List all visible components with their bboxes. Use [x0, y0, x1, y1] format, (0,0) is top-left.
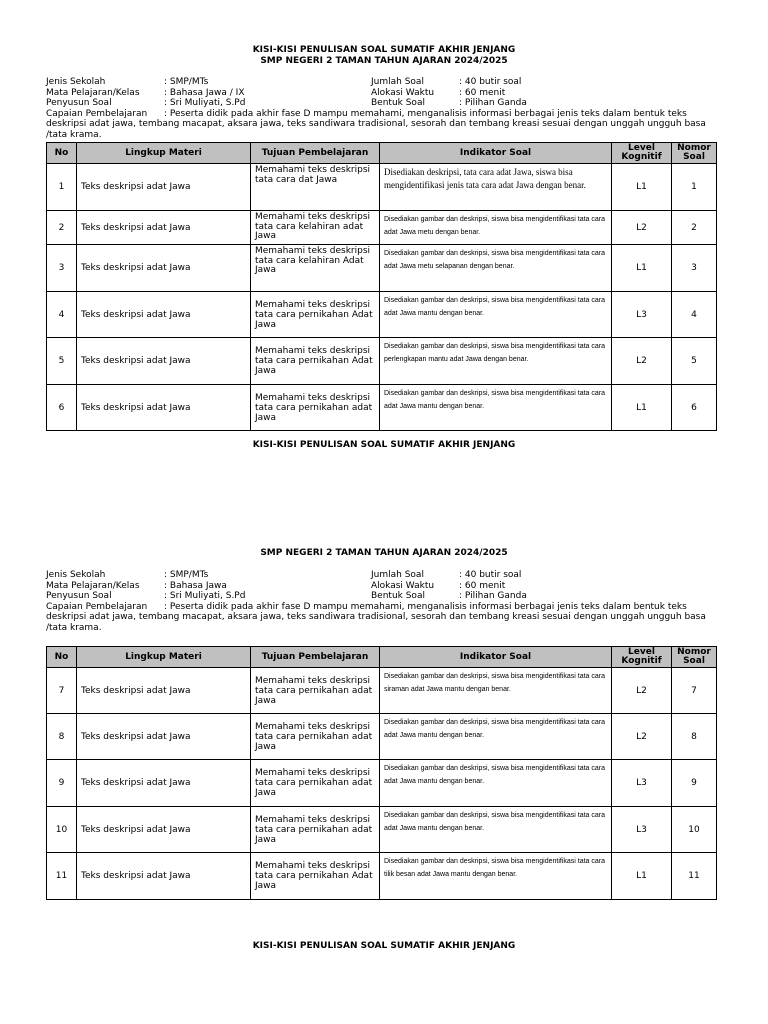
table-header-row [47, 647, 717, 668]
row-no: 2 [47, 211, 77, 245]
row-lingkup: Teks deskripsi adat Jawa [77, 211, 251, 245]
row-nomor: 10 [672, 807, 717, 853]
row-lingkup: Teks deskripsi adat Jawa [77, 853, 251, 900]
row-tujuan: Memahami teks deskripsi tata cara kelahiran Adat Jawa [251, 245, 380, 292]
row-nomor: 2 [672, 211, 717, 245]
row-nomor: 6 [672, 385, 717, 431]
jenis-sekolah-label: Jenis Sekolah [46, 77, 106, 87]
row-lingkup: Teks deskripsi adat Jawa [77, 668, 251, 714]
header-level-kognitif: Level Kognitif [612, 143, 672, 164]
table-row [47, 853, 717, 900]
row-tujuan: Memahami teks deskripsi tata cara dat Jawa [251, 164, 380, 211]
row-no: 3 [47, 245, 77, 292]
table-row [47, 668, 717, 714]
header-tujuan-pembelajaran: Tujuan Pembelajaran [251, 143, 380, 164]
jumlah-soal-label: Jumlah Soal [371, 570, 424, 580]
jenis-sekolah-value: : SMP/MTs [164, 570, 209, 580]
jenis-sekolah-value: : SMP/MTs [164, 77, 209, 87]
row-tujuan: Memahami teks deskripsi tata cara pernikahan adat Jawa [251, 714, 380, 760]
info-block-1 [46, 77, 718, 140]
row-level: L3 [612, 292, 672, 338]
row-indikator: Disediakan deskripsi, tata cara adat Jawa, siswa bisa mengidentifikasi jenis tata cara adat Jawa dengan benar. [380, 164, 612, 211]
row-nomor: 3 [672, 245, 717, 292]
row-no: 11 [47, 853, 77, 900]
row-nomor: 5 [672, 338, 717, 385]
row-no: 9 [47, 760, 77, 807]
document-title: KISI-KISI PENULISAN SOAL SUMATIF AKHIR JENJANG [252, 45, 516, 55]
info-block-2 [46, 570, 718, 633]
row-tujuan: Memahami teks deskripsi tata cara pernikahan adat Jawa [251, 807, 380, 853]
capaian-label: Capaian Pembelajaran [46, 108, 148, 119]
bentuk-soal-value: : Pilihan Ganda [459, 98, 527, 108]
mapel-label: Mata Pelajaran/Kelas [46, 87, 140, 98]
mapel-value: : Bahasa Jawa [164, 580, 227, 591]
alokasi-waktu-label: Alokasi Waktu [371, 580, 435, 591]
bentuk-soal-value: : Pilihan Ganda [459, 591, 527, 601]
row-tujuan: Memahami teks deskripsi tata cara pernikahan adat Jawa [251, 760, 380, 807]
jenis-sekolah-label: Jenis Sekolah [46, 570, 106, 580]
capaian-pembelajaran [46, 109, 718, 141]
jumlah-soal-value: : 40 butir soal [459, 570, 522, 580]
header-nomor-soal: Nomor Soal [672, 143, 717, 164]
row-tujuan: Memahami teks deskripsi tata cara pernikahan Adat Jawa [251, 853, 380, 900]
header-no: No [47, 647, 77, 668]
header-indikator-soal: Indikator Soal [380, 647, 612, 668]
row-nomor: 11 [672, 853, 717, 900]
penyusun-value: : Sri Muliyati, S.Pd [164, 98, 246, 108]
jumlah-soal-label: Jumlah Soal [371, 77, 424, 87]
jumlah-soal-value: : 40 butir soal [459, 77, 522, 87]
row-level: L2 [612, 338, 672, 385]
bentuk-soal-label: Bentuk Soal [371, 591, 425, 601]
header-lingkup-materi: Lingkup Materi [77, 143, 251, 164]
row-no: 7 [47, 668, 77, 714]
row-tujuan: Memahami teks deskripsi tata cara pernikahan adat Jawa [251, 385, 380, 431]
row-indikator: Disediakan gambar dan deskripsi, siswa bisa mengidentifikasi tata cara adat Jawa mantu dengan benar. [380, 760, 612, 807]
row-lingkup: Teks deskripsi adat Jawa [77, 245, 251, 292]
row-lingkup: Teks deskripsi adat Jawa [77, 760, 251, 807]
row-tujuan: Memahami teks deskripsi tata cara pernikahan Adat Jawa [251, 338, 380, 385]
row-lingkup: Teks deskripsi adat Jawa [77, 292, 251, 338]
row-level: L3 [612, 807, 672, 853]
row-indikator: Disediakan gambar dan deskripsi, siswa bisa mengidentifikasi tata cara perlengkapan mantu adat Jawa dengan benar. [380, 338, 612, 385]
row-nomor: 1 [672, 164, 717, 211]
kisi-table-1 [46, 142, 717, 431]
row-no: 8 [47, 714, 77, 760]
header-tujuan-pembelajaran: Tujuan Pembelajaran [251, 647, 380, 668]
school-year-title: SMP NEGERI 2 TAMAN TAHUN AJARAN 2024/2025 [260, 548, 508, 558]
capaian-label: Capaian Pembelajaran [46, 601, 148, 612]
row-indikator: Disediakan gambar dan deskripsi, siswa bisa mengidentifikasi tata cara adat Jawa mantu dengan benar. [380, 292, 612, 338]
row-tujuan: Memahami teks deskripsi tata cara pernikahan adat Jawa [251, 668, 380, 714]
row-lingkup: Teks deskripsi adat Jawa [77, 807, 251, 853]
table-row [47, 292, 717, 338]
table-row [47, 807, 717, 853]
alokasi-waktu-value: : 60 menit [459, 87, 506, 98]
penyusun-value: : Sri Muliyati, S.Pd [164, 591, 246, 601]
row-indikator: Disediakan gambar dan deskripsi, siswa bisa mengidentifikasi tata cara siraman adat Jawa mantu dengan benar. [380, 668, 612, 714]
table-header-row [47, 143, 717, 164]
header-lingkup-materi: Lingkup Materi [77, 647, 251, 668]
row-tujuan: Memahami teks deskripsi tata cara kelahiran adat Jawa [251, 211, 380, 245]
row-level: L2 [612, 211, 672, 245]
row-level: L2 [612, 668, 672, 714]
table-row [47, 385, 717, 431]
row-level: L1 [612, 385, 672, 431]
row-indikator: Disediakan gambar dan deskripsi, siswa bisa mengidentifikasi tata cara adat Jawa mantu dengan benar. [380, 714, 612, 760]
header-indikator-soal: Indikator Soal [380, 143, 612, 164]
row-indikator: Disediakan gambar dan deskripsi, siswa bisa mengidentifikasi tata cara adat Jawa metu selapanan dengan benar. [380, 245, 612, 292]
header-level-kognitif: Level Kognitif [612, 647, 672, 668]
mapel-value: : Bahasa Jawa / IX [164, 87, 245, 98]
section-footer-title: KISI-KISI PENULISAN SOAL SUMATIF AKHIR JENJANG [252, 440, 516, 450]
row-level: L1 [612, 245, 672, 292]
mapel-label: Mata Pelajaran/Kelas [46, 580, 140, 591]
alokasi-waktu-label: Alokasi Waktu [371, 87, 435, 98]
row-tujuan: Memahami teks deskripsi tata cara pernikahan Adat Jawa [251, 292, 380, 338]
row-level: L1 [612, 853, 672, 900]
capaian-value: : Peserta didik pada akhir fase D mampu memahami, menganalisis informasi berbagai jenis teks dalam bentuk teks deskripsi adat jawa, tembang macapat, aksara jawa, teks sandiwara tradisional, sesorah dan tembang kreasi sesuai dengan unggah ungguh basa /tata krama. [46, 108, 706, 140]
row-no: 5 [47, 338, 77, 385]
row-lingkup: Teks deskripsi adat Jawa [77, 385, 251, 431]
row-level: L3 [612, 760, 672, 807]
kisi-table-2 [46, 646, 717, 900]
row-lingkup: Teks deskripsi adat Jawa [77, 338, 251, 385]
row-indikator: Disediakan gambar dan deskripsi, siswa bisa mengidentifikasi tata cara adat Jawa metu dengan benar. [380, 211, 612, 245]
penyusun-label: Penyusun Soal [46, 591, 112, 601]
row-no: 10 [47, 807, 77, 853]
row-no: 6 [47, 385, 77, 431]
row-level: L1 [612, 164, 672, 211]
capaian-value: : Peserta didik pada akhir fase D mampu memahami, menganalisis informasi berbagai jenis teks dalam bentuk teks deskripsi adat jawa, tembang macapat, aksara jawa, teks sandiwara tradisional, sesorah dan tembang kreasi sesuai dengan unggah ungguh basa /tata krama. [46, 601, 706, 633]
table-row [47, 338, 717, 385]
penyusun-label: Penyusun Soal [46, 98, 112, 108]
alokasi-waktu-value: : 60 menit [459, 580, 506, 591]
bentuk-soal-label: Bentuk Soal [371, 98, 425, 108]
row-nomor: 4 [672, 292, 717, 338]
table-row [47, 760, 717, 807]
header-nomor-soal: Nomor Soal [672, 647, 717, 668]
row-no: 4 [47, 292, 77, 338]
row-indikator: Disediakan gambar dan deskripsi, siswa bisa mengidentifikasi tata cara adat Jawa mantu dengan benar. [380, 807, 612, 853]
table-row [47, 211, 717, 245]
table-row [47, 164, 717, 211]
table-row [47, 714, 717, 760]
row-lingkup: Teks deskripsi adat Jawa [77, 164, 251, 211]
row-lingkup: Teks deskripsi adat Jawa [77, 714, 251, 760]
row-indikator: Disediakan gambar dan deskripsi, siswa bisa mengidentifikasi tata cara adat Jawa mantu dengan benar. [380, 385, 612, 431]
table-row [47, 245, 717, 292]
row-nomor: 7 [672, 668, 717, 714]
row-no: 1 [47, 164, 77, 211]
school-year-title: SMP NEGERI 2 TAMAN TAHUN AJARAN 2024/2025 [260, 56, 508, 66]
row-level: L2 [612, 714, 672, 760]
capaian-pembelajaran [46, 602, 718, 634]
row-nomor: 9 [672, 760, 717, 807]
row-indikator: Disediakan gambar dan deskripsi, siswa bisa mengidentifikasi tata cara tilik besan adat Jawa mantu dengan benar. [380, 853, 612, 900]
header-no: No [47, 143, 77, 164]
section-footer-title: KISI-KISI PENULISAN SOAL SUMATIF AKHIR JENJANG [252, 941, 516, 951]
row-nomor: 8 [672, 714, 717, 760]
